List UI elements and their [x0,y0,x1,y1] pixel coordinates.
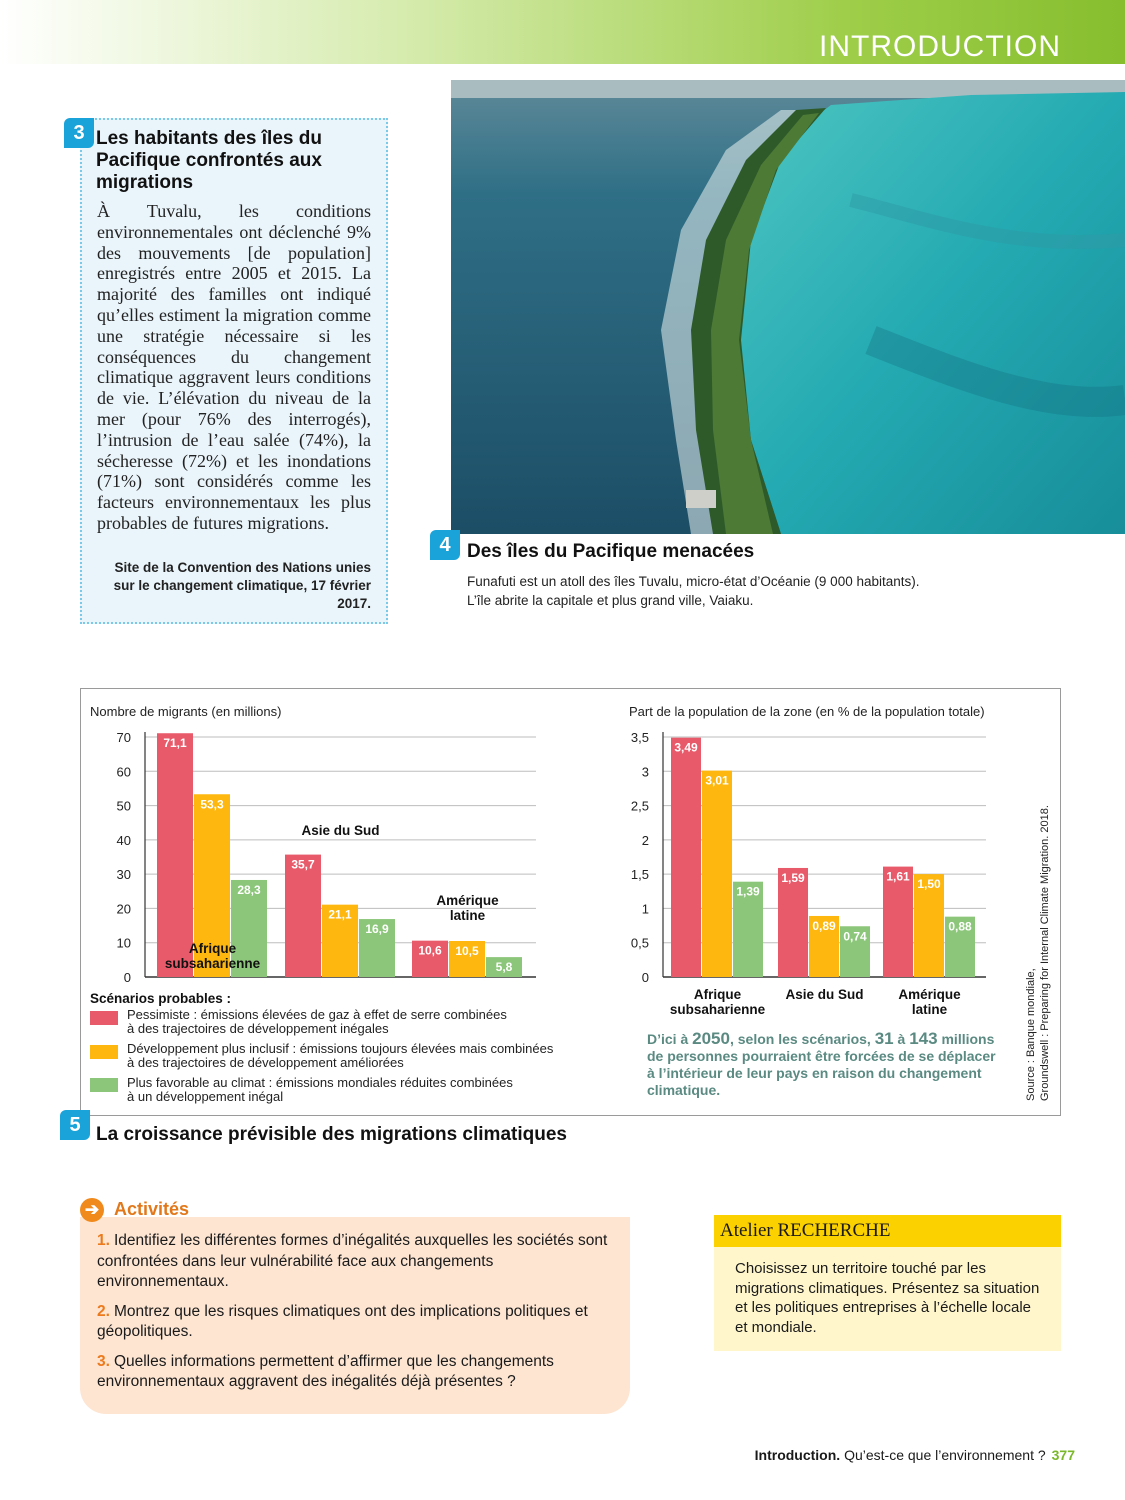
category-label: subsaharienne [669,1002,766,1017]
arrow-right-icon: ➔ [80,1198,104,1222]
y-tick-label: 0,5 [630,935,649,951]
activite-number: 2. [97,1302,110,1320]
data-label: 1,50 [917,877,941,892]
doc5-number-badge: 5 [60,1110,90,1140]
y-tick-label: 1 [641,901,649,917]
data-label: 35,7 [291,857,315,872]
activites-title: Activités [114,1199,190,1219]
y-tick-label: 30 [116,867,131,883]
activite-number: 3. [97,1352,110,1370]
legend-favorable-line2: à un développement inégal [127,1089,284,1104]
data-label: 0,89 [812,918,836,933]
data-label: 28,3 [237,882,261,897]
note-line1: D’ici à 2050, selon les scénarios, 31 à 143 millions [647,1029,995,1048]
y-tick-label: 40 [116,832,131,848]
data-label: 1,39 [736,884,760,899]
data-label: 3,01 [705,773,729,788]
chart-left [117,730,536,985]
y-tick-label: 3 [641,764,649,780]
y-tick-label: 2,5 [630,798,649,814]
activite-item [97,1302,612,1343]
data-label: 16,9 [365,922,389,937]
doc4-caption-line: Funafuti est un atoll des îles Tuvalu, micro-état d’Océanie (9 000 habitants). [467,574,920,589]
category-label: latine [911,1002,948,1017]
doc3-number-badge: 3 [64,118,94,148]
category-label: latine [449,908,486,923]
data-label: 53,3 [200,797,224,812]
data-label: 1,61 [886,869,910,884]
data-label: 1,59 [781,870,805,885]
bar [285,855,321,977]
category-label: Afrique [693,987,742,1002]
doc5-chart-frame [80,688,1061,1116]
y-tick-label: 1,5 [630,867,649,883]
bar [702,771,732,977]
atelier-text: Choisissez un territoire touché par les migrations climatiques. Présentez sa situation et les politiques entreprises à l’échelle locale et mondiale. [714,1247,1061,1351]
data-label: 10,5 [455,944,479,958]
chart-right [631,730,986,1017]
legend-inclusif-line2: à des trajectoires de développement améliorées [127,1055,404,1070]
bar [671,738,701,977]
activites-box [80,1217,630,1414]
data-label: 71,1 [163,736,187,751]
data-label: 0,74 [843,929,867,944]
doc4-title: Des îles du Pacifique menacées [467,541,755,562]
activite-text: Quelles informations permettent d’affirmer que les changements environnementaux aggravent des inégalités déjà présentes ? [97,1352,554,1390]
doc4-caption-line: L’île abrite la capitale et plus grand ville, Vaiaku. [467,593,754,608]
legend-swatch-pessimiste [90,1011,118,1025]
page-footer [755,1447,1075,1463]
data-label: 10,6 [418,943,442,958]
activite-number: 1. [97,1232,110,1249]
activite-item [97,1231,612,1293]
atoll-aerial-photo [451,80,1125,534]
legend-favorable-line1: Plus favorable au climat : émissions mondiales réduites combinées [127,1075,513,1090]
page-number: 377 [1051,1447,1075,1463]
note-line2: de personnes pourraient être forcées de se déplacer [647,1048,996,1064]
activite-text: Montrez que les risques climatiques ont des implications politiques et géopolitiques. [97,1302,588,1340]
atoll-photo-illustration [451,80,1125,534]
category-label: subsaharienne [164,956,261,971]
legend-pessimiste-line1: Pessimiste : émissions élevées de gaz à effet de serre combinées [127,1007,507,1022]
legend-swatch-favorable [90,1078,118,1092]
y-tick-label: 70 [116,730,131,745]
data-label: 3,49 [674,740,698,755]
note-line3: à l’intérieur de leur pays en raison du changement [647,1065,982,1081]
bar [157,733,193,977]
y-tick-label: 50 [116,798,131,814]
chart-right-ylabel: Part de la population de la zone (en % de la population totale) [629,704,985,719]
category-label: Amérique [436,893,499,908]
y-tick-label: 10 [116,935,131,951]
chart-source-line1: Source : Banque mondiale, [1025,968,1037,1101]
doc3-title: Les habitants des îles du Pacifique confrontés aux migrations [96,128,322,193]
doc5-title: La croissance prévisible des migrations climatiques [96,1124,567,1145]
data-label: 21,1 [328,907,352,922]
footer-section: Introduction. [754,1447,841,1463]
category-label: Asie du Sud [785,987,864,1002]
y-tick-label: 60 [116,764,131,780]
doc4-caption [467,572,1087,610]
doc3-text: À Tuvalu, les conditions environnementales ont déclenché 9% des mouvements [de population] enregistrés entre 2005 et 2015. La majorité des familles ont indiqué qu’elles estiment la migration comme une stratégie nécessaire si les conséquences du changement climatique aggravent leurs conditions de vie. L’élévation du niveau de la mer (pour 76% des interrogés), l’intrusion de l’eau salée (74%), la sécheresse (72%) et les inondations (71%) sont considérés comme les facteurs environnementaux les plus probables de futures migrations. [97,201,371,533]
y-tick-label: 0 [123,970,131,985]
activite-text: Identifiez les différentes formes d’inégalités auxquelles les sociétés sont confrontées dans leur vulnérabilité face aux changements environnementaux. [97,1232,608,1290]
legend-swatch-inclusif [90,1045,118,1059]
doc4-number-badge: 4 [430,530,460,560]
category-label: Afrique [188,941,237,956]
y-tick-label: 2 [641,832,649,848]
footer-subtitle: Qu’est-ce que l’environnement ? [840,1447,1046,1463]
legend-pessimiste-line2: à des trajectoires de développement inégales [127,1021,389,1036]
page-section-title: INTRODUCTION [819,30,1061,63]
category-label: Amérique [898,987,961,1002]
y-tick-label: 0 [641,970,649,985]
note-line4: climatique. [647,1082,721,1098]
migration-charts [81,689,1059,1114]
data-label: 5,8 [495,960,513,975]
chart-source-line2: Groundswell : Preparing for Internal Climate Migration. 2018. [1039,805,1051,1101]
data-label: 0,88 [948,919,972,934]
legend-inclusif-line1: Développement plus inclusif : émissions toujours élevées mais combinées [127,1041,554,1056]
activite-item [97,1352,612,1393]
y-tick-label: 3,5 [630,730,649,745]
y-tick-label: 20 [116,901,131,917]
category-label: Asie du Sud [301,823,380,838]
atelier-title: Atelier RECHERCHE [714,1215,1061,1247]
legend-title: Scénarios probables : [90,991,232,1006]
chart-left-ylabel: Nombre de migrants (en millions) [90,704,282,719]
doc3-source: Site de la Convention des Nations unies sur le changement climatique, 17 février 2017. [113,560,371,611]
